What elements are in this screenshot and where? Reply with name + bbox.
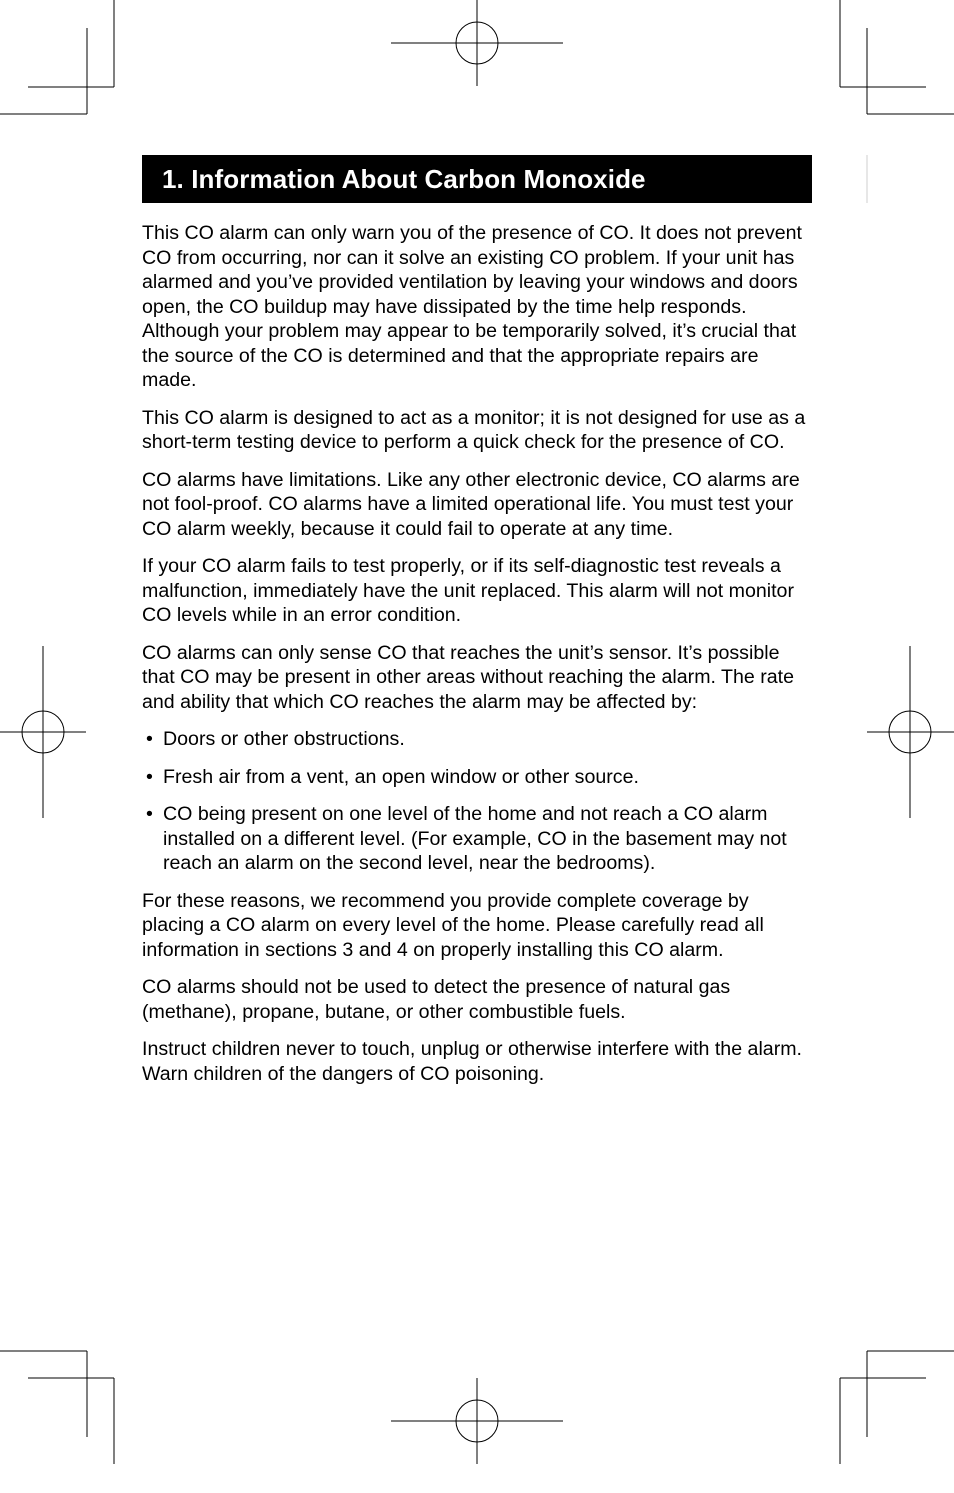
paragraph: CO alarms should not be used to detect the presence of natural gas (methane), propane, butane, or other combustible fuels. <box>142 976 731 1023</box>
bullet-item <box>142 765 814 790</box>
bullet-dot: • <box>146 728 153 750</box>
paragraph: This CO alarm is designed to act as a monitor; it is not designed for use as a short-term testing device to perform a quick check for the presence of CO. <box>142 406 806 453</box>
bullet-text: Fresh air from a vent, an open window or other source. <box>163 765 639 788</box>
paragraph: CO alarms have limitations. Like any other electronic device, CO alarms are not fool-proof. CO alarms have a limited operational life. You must test your CO alarm weekly, because it could fail to operate at any time. <box>142 468 800 540</box>
paragraph: This CO alarm can only warn you of the presence of CO. It does not prevent CO from occurring, nor can it solve an existing CO problem. If your unit has alarmed and you’ve provided ventilation by leaving your windows and doors open, the CO buildup may have dissipated by the time help responds. Although your problem may appear to be temporarily solved, it’s crucial that the source of the CO is determined and that the appropriate repairs are made. <box>142 222 802 391</box>
paragraph: CO alarms can only sense CO that reaches the unit’s sensor. It’s possible that CO may be present in other areas without reaching the alarm. The rate and ability that which CO reaches the alarm may be affected by: <box>142 641 795 713</box>
bullet-text: CO being present on one level of the home and not reach a CO alarm installed on a different level. (For example, CO in the basement may not reach an alarm on the second level, near the bedrooms). <box>163 803 787 874</box>
section-title: 1. Information About Carbon Monoxide <box>162 163 646 194</box>
body-text <box>142 221 814 1099</box>
paragraph: If your CO alarm fails to test properly, or if its self-diagnostic test reveals a malfunction, immediately have the unit replaced. This alarm will not monitor CO levels while in an error condition. <box>142 555 794 626</box>
paragraph: For these reasons, we recommend you provide complete coverage by placing a CO alarm on every level of the home. Please carefully read all information in sections 3 and 4 on properly installing this CO alarm. <box>142 889 764 961</box>
bullet-dot: • <box>146 765 153 788</box>
paragraph: Instruct children never to touch, unplug or otherwise interfere with the alarm. Warn children of the dangers of CO poisoning. <box>142 1038 802 1085</box>
section-header-bar <box>142 155 812 203</box>
bullet-text: Doors or other obstructions. <box>163 728 405 750</box>
bullet-item <box>142 802 814 876</box>
bullet-item <box>142 727 814 752</box>
bullet-list <box>142 727 814 876</box>
bullet-dot: • <box>146 803 153 825</box>
